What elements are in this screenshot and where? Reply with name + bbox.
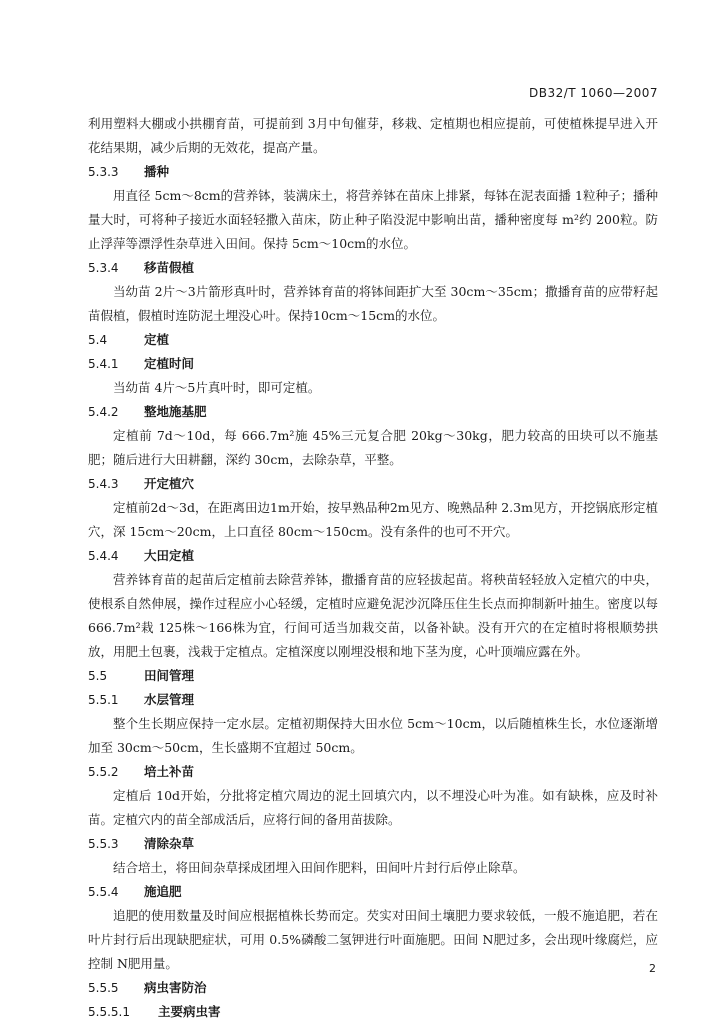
body-paragraph: 当幼苗 2片～3片箭形真叶时，营养钵育苗的将钵间距扩大至 30cm～35cm；撒播育苗的应带籽起苗假植，假植时连防泥土埋没心叶。保持10cm～15cm的水位。 <box>88 284 658 323</box>
page-number: 2 <box>649 962 656 975</box>
section-heading <box>88 160 658 184</box>
section-title: 水层管理 <box>144 692 195 707</box>
section-number: 5.4.1 <box>88 357 119 371</box>
section-title: 病虫害防治 <box>144 980 207 995</box>
section-number: 5.4 <box>88 333 108 347</box>
body-paragraph: 用直径 5cm～8cm的营养钵，装满床土，将营养钵在苗床上排紧，每钵在泥表面播 1粒种子；播种量大时，可将种子接近水面轻轻撒入苗床，防止种子陷没泥中影响出苗，播种密度每 m²约 200粒。防止浮萍等漂浮性杂草进入田间。保持 5cm～10cm的水位。 <box>88 188 658 251</box>
body-paragraph: 结合培土，将田间杂草採成团埋入田间作肥料，田间叶片封行后停止除草。 <box>113 860 526 875</box>
section-title: 施追肥 <box>144 884 182 899</box>
section-title: 主要病虫害 <box>158 1004 221 1019</box>
section-title: 大田定植 <box>144 548 195 563</box>
document-code: DB32/T 1060—2007 <box>528 86 658 100</box>
section-number: 5.3.4 <box>88 261 119 275</box>
section-heading <box>88 328 658 352</box>
body-paragraph: 定植前2d～3d，在距离田边1m开始，按早熟品种2m见方、晚熟品种 2.3m见方，开挖锅底形定植穴，深 15cm～20cm，上口直径 80cm～150cm。没有条件的也可不开穴。 <box>88 500 658 539</box>
section-title: 定植 <box>144 332 170 347</box>
section-number: 5.4.4 <box>88 549 119 563</box>
section-number: 5.5 <box>88 669 108 683</box>
section-heading <box>88 1000 658 1024</box>
section-heading <box>88 472 658 496</box>
section-heading <box>88 760 658 784</box>
body-paragraph: 追肥的使用数量及时间应根据植株长势而定。芡实对田间土壤肥力要求较低，一般不施追肥，若在叶片封行后出现缺肥症状，可用 0.5%磷酸二氢钾进行叶面施肥。田间 N肥过多，会出现叶缘腐烂，应控制 N肥用量。 <box>88 908 658 971</box>
section-number: 5.5.2 <box>88 765 119 779</box>
section-heading <box>88 400 658 424</box>
section-heading <box>88 880 658 904</box>
section-title: 定植时间 <box>144 356 195 371</box>
section-title: 清除杂草 <box>144 836 195 851</box>
section-title: 田间管理 <box>144 668 195 683</box>
body-paragraph: 营养钵育苗的起苗后定植前去除营养钵，撒播育苗的应轻拔起苗。将秧苗轻轻放入定植穴的中央，使根系自然伸展，操作过程应小心轻缓，定植时应避免泥沙沉降压住生长点而抑制新叶抽生。密度以每666.7m²栽 125株～166株为宜，行间可适当加栽交苗，以备补缺。没有开穴的在定植时将根顺势拱放，用肥土包裹，浅栽于定植点。定植深度以刚埋没根和地下茎为度，心叶顶端应露在外。 <box>88 572 658 659</box>
section-title: 开定植穴 <box>144 476 195 491</box>
document-body <box>88 112 658 1024</box>
section-title: 播种 <box>144 164 170 179</box>
section-number: 5.5.5 <box>88 981 119 995</box>
section-number: 5.5.1 <box>88 693 119 707</box>
section-heading <box>88 832 658 856</box>
section-title: 培土补苗 <box>144 764 195 779</box>
section-number: 5.4.2 <box>88 405 119 419</box>
section-heading <box>88 352 658 376</box>
section-heading <box>88 688 658 712</box>
body-paragraph: 利用塑料大棚或小拱棚育苗，可提前到 3月中旬催芽，移栽、定植期也相应提前，可使植株提早进入开花结果期，减少后期的无效花，提高产量。 <box>88 116 658 155</box>
section-heading <box>88 256 658 280</box>
section-number: 5.5.3 <box>88 837 119 851</box>
body-paragraph: 整个生长期应保持一定水层。定植初期保持大田水位 5cm～10cm，以后随植株生长，水位逐渐增加至 30cm～50cm，生长盛期不宜超过 50cm。 <box>88 716 658 755</box>
body-paragraph: 当幼苗 4片～5片真叶时，即可定植。 <box>113 380 321 395</box>
section-number: 5.5.5.1 <box>88 1005 130 1019</box>
body-paragraph: 定植后 10d开始，分批将定植穴周边的泥土回填穴内，以不埋没心叶为准。如有缺株，应及时补苗。定植穴内的苗全部成活后，应将行间的备用苗拔除。 <box>88 788 658 827</box>
section-number: 5.3.3 <box>88 165 119 179</box>
section-number: 5.5.4 <box>88 885 119 899</box>
section-title: 移苗假植 <box>144 260 195 275</box>
section-heading <box>88 664 658 688</box>
section-heading <box>88 544 658 568</box>
section-number: 5.4.3 <box>88 477 119 491</box>
section-title: 整地施基肥 <box>144 404 207 419</box>
body-paragraph: 定植前 7d～10d，每 666.7m²施 45%三元复合肥 20kg～30kg，肥力较高的田块可以不施基肥；随后进行大田耕翻，深约 30cm，去除杂草，平整。 <box>88 428 658 467</box>
section-heading <box>88 976 658 1000</box>
